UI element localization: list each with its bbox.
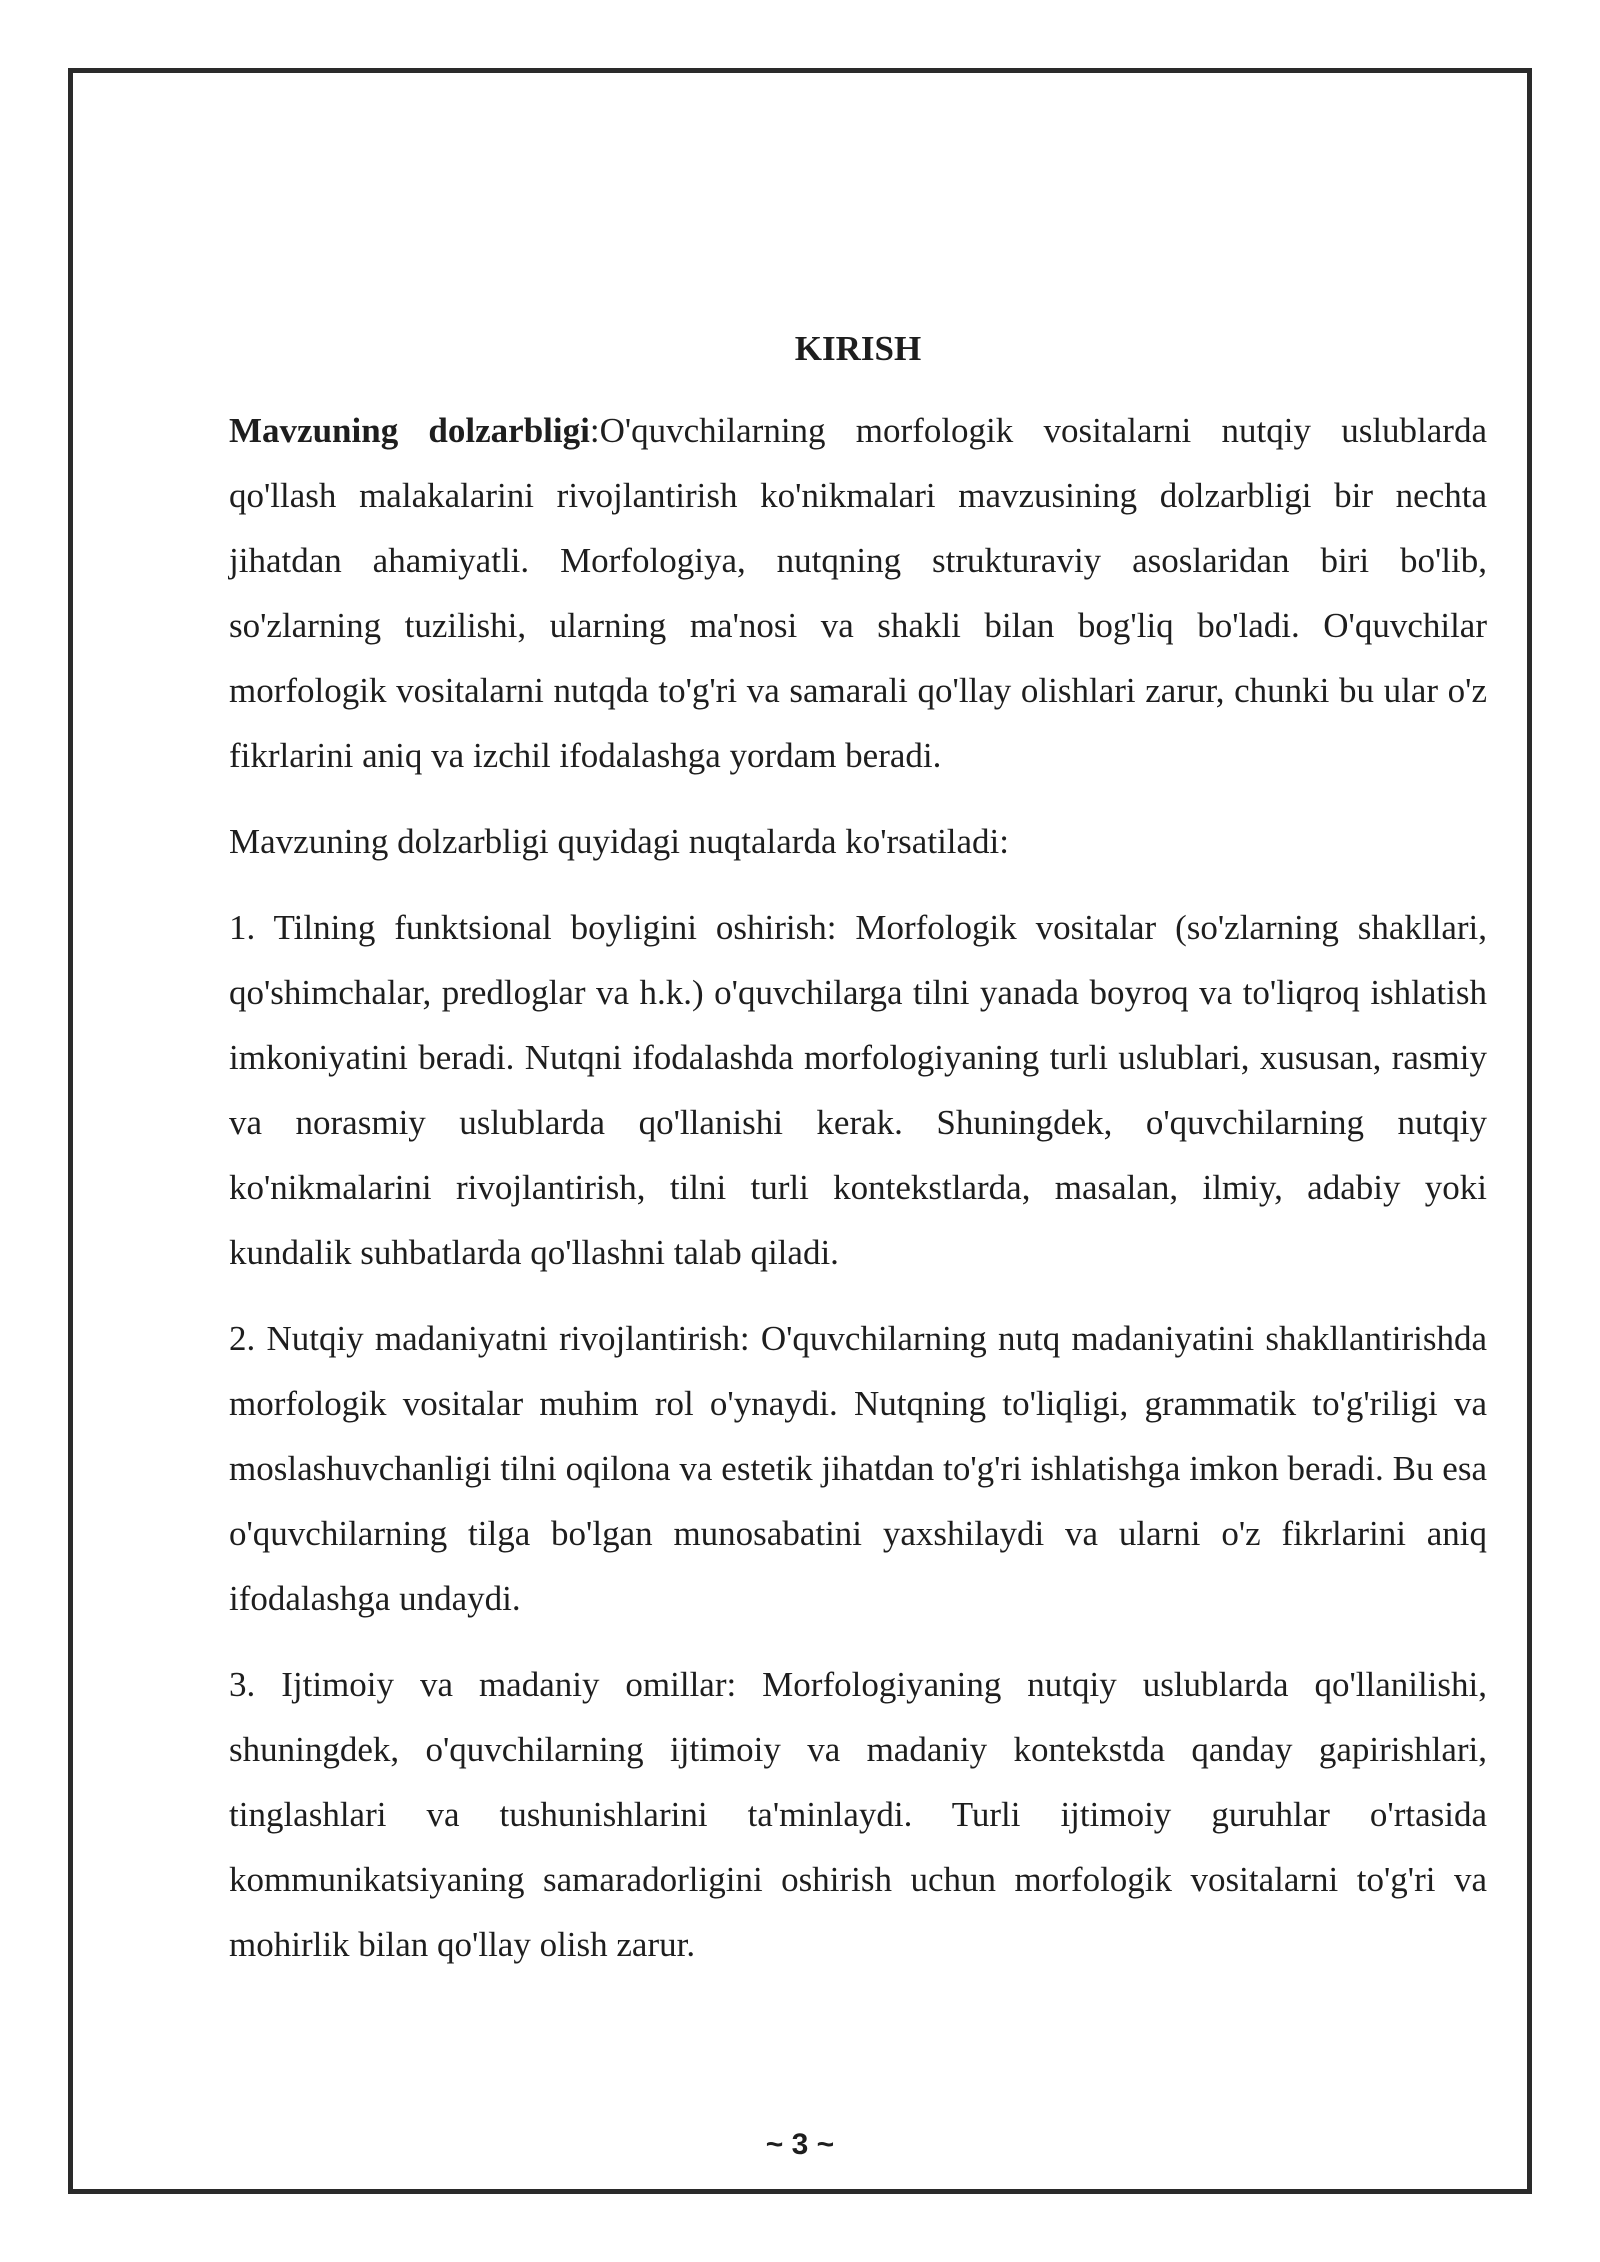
paragraph-text: :O'quvchilarning morfologik vositalarni nutqiy uslublarda qo'llash malakalarini rivojlantirish ko'nikmalari mavzusining dolzarbligi bir nechta jihatdan ahamiyatli. Morfologiya, nutqning strukturaviy asoslaridan biri bo'lib, so'zlarning tuzilishi, ularning ma'nosi va shakli bilan bog'liq bo'ladi. O'quvchilar morfologik vositalarni nutqda to'g'ri va samarali qo'llay olishlari zarur, chunki bu ular o'z fikrlarini aniq va izchil ifodalashga yordam beradi. [229, 411, 1488, 775]
page-content [229, 320, 1487, 1998]
paragraph-relevance [229, 398, 1487, 788]
paragraph-lead: Mavzuning dolzarbligi [229, 411, 590, 450]
page-number: ~ 3 ~ [765, 2128, 835, 2161]
paragraph-point-3: 3. Ijtimoiy va madaniy omillar: Morfologiyaning nutqiy uslublarda qo'llanilishi, shuningdek, o'quvchilarning ijtimoiy va madaniy kontekstda qanday gapirishlari, tinglashlari va tushunishlarini ta'minlaydi. Turli ijtimoiy guruhlar o'rtasida kommunikatsiyaning samaradorligini oshirish uchun morfologik vositalarni to'g'ri va mohirlik bilan qo'llay olish zarur. [229, 1665, 1487, 1964]
paragraph-point-1: 1. Tilning funktsional boyligini oshirish: Morfologik vositalar (so'zlarning shakllari, qo'shimchalar, predloglar va h.k.) o'quvchilarga tilni yanada boyroq va to'liqroq ishlatish imkoniyatini beradi. Nutqni ifodalashda morfologiyaning turli uslublari, xususan, rasmiy va norasmiy uslublarda qo'llanishi kerak. Shuningdek, o'quvchilarning nutqiy ko'nikmalarini rivojlantirish, tilni turli kontekstlarda, masalan, ilmiy, adabiy yoki kundalik suhbatlarda qo'llashni talab qiladi. [229, 908, 1487, 1272]
section-title: KIRISH [794, 329, 922, 368]
paragraph-point-2: 2. Nutqiy madaniyatni rivojlantirish: O'quvchilarning nutq madaniyatini shakllantirishda morfologik vositalar muhim rol o'ynaydi. Nutqning to'liqligi, grammatik to'g'riligi va moslashuvchanligi tilni oqilona va estetik jihatdan to'g'ri ishlatishga imkon beradi. Bu esa o'quvchilarning tilga bo'lgan munosabatini yaxshilaydi va ularni o'z fikrlarini aniq ifodalashga undaydi. [229, 1319, 1487, 1618]
paragraph-intro-list: Mavzuning dolzarbligi quyidagi nuqtalarda ko'rsatiladi: [229, 822, 1009, 861]
